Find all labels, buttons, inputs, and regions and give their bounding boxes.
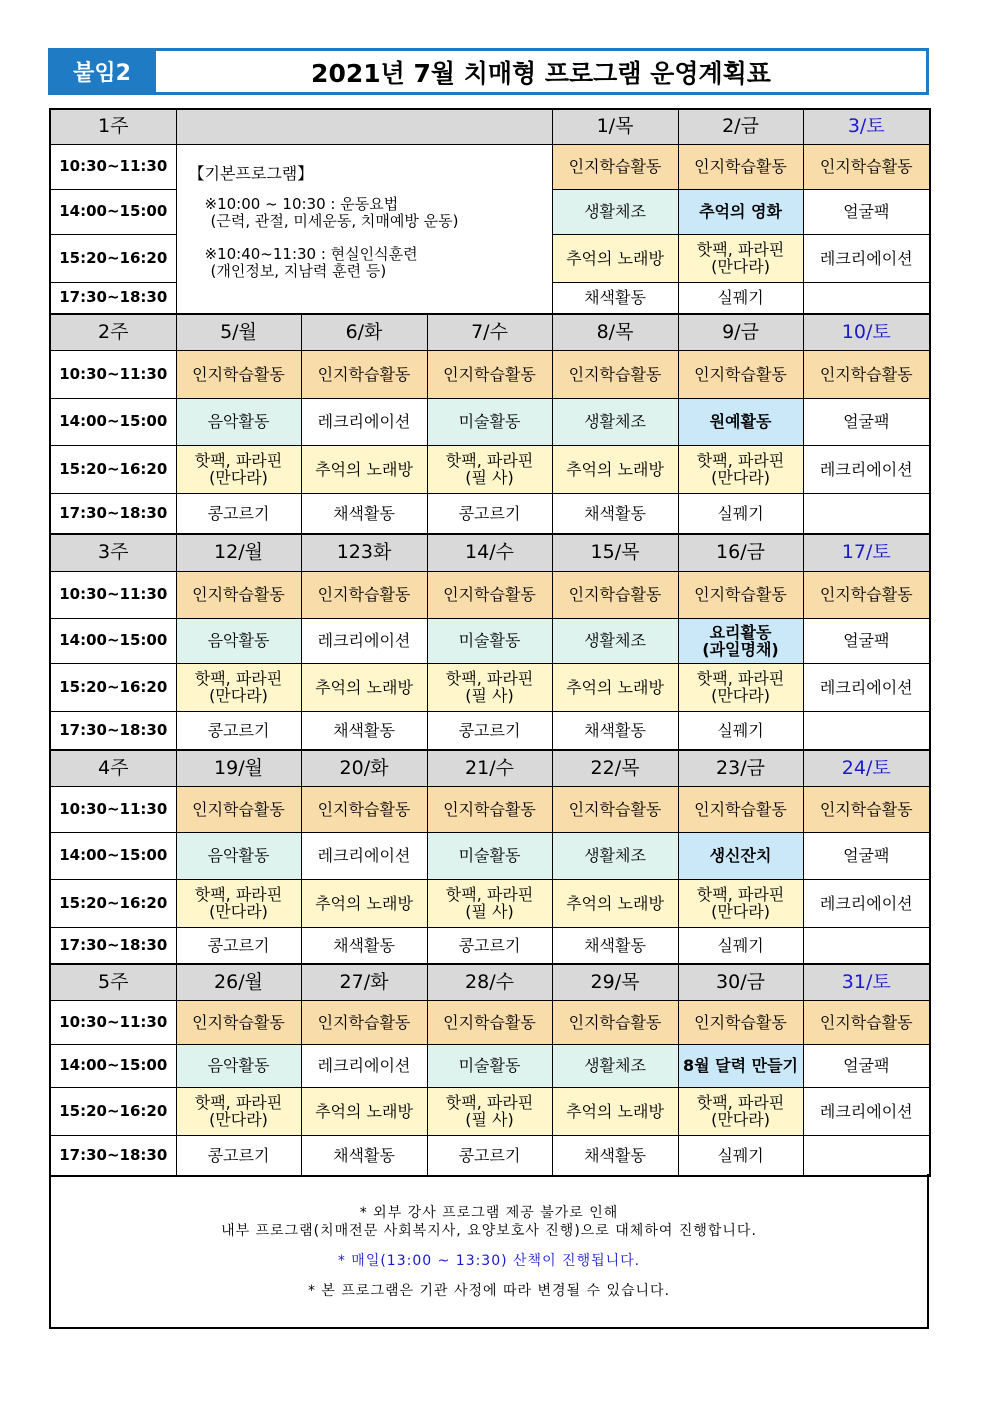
activity-cell: 콩고르기 xyxy=(176,927,301,964)
activity-cell: 핫팩, 파라핀 (만다라) xyxy=(678,663,803,711)
activity-cell: 얼굴팩 xyxy=(803,189,930,234)
activity-cell: 레크리에이션 xyxy=(301,1044,427,1087)
activity-cell: 인지학습활동 xyxy=(301,1000,427,1044)
week-label: 3주 xyxy=(50,534,176,571)
time-slot: 15:20~16:20 xyxy=(50,879,176,927)
activity-cell: 생활체조 xyxy=(552,832,678,879)
schedule-row xyxy=(50,1135,930,1176)
activity-cell: 음악활동 xyxy=(176,1044,301,1087)
activity-cell: 핫팩, 파라핀 (만다라) xyxy=(176,1087,301,1135)
activity-cell: 콩고르기 xyxy=(427,927,552,964)
activity-cell: 핫팩, 파라핀 (필 사) xyxy=(427,445,552,493)
activity-cell: 레크리에이션 xyxy=(803,445,930,493)
time-slot: 17:30~18:30 xyxy=(50,282,176,314)
day-header: 6/화 xyxy=(301,314,427,350)
basic-program-line1-sub: (근력, 관절, 미세운동, 치매예방 운동) xyxy=(210,211,459,230)
week-header-row xyxy=(50,964,930,1000)
time-slot: 14:00~15:00 xyxy=(50,398,176,445)
time-slot: 14:00~15:00 xyxy=(50,618,176,663)
activity-cell: 핫팩, 파라핀 (필 사) xyxy=(427,1087,552,1135)
activity-cell xyxy=(803,282,930,314)
activity-cell: 추억의 노래방 xyxy=(552,234,678,282)
time-slot: 17:30~18:30 xyxy=(50,927,176,964)
basic-program-line2-sub: (개인정보, 지남력 훈련 등) xyxy=(210,261,387,280)
activity-cell: 추억의 노래방 xyxy=(552,663,678,711)
day-header: 24/토 xyxy=(803,750,930,786)
activity-cell: 인지학습활동 xyxy=(552,1000,678,1044)
activity-cell: 핫팩, 파라핀 (만다라) xyxy=(678,1087,803,1135)
activity-cell: 레크리에이션 xyxy=(301,832,427,879)
basic-program-line1: ※10:00 ~ 10:30 : 운동요법 xyxy=(204,194,399,213)
activity-cell: 콩고르기 xyxy=(176,493,301,534)
activity-cell: 인지학습활동 xyxy=(803,350,930,398)
activity-cell: 인지학습활동 xyxy=(803,144,930,189)
activity-cell: 인지학습활동 xyxy=(301,350,427,398)
day-header: 7/수 xyxy=(427,314,552,350)
day-header: 22/목 xyxy=(552,750,678,786)
activity-cell: 얼굴팩 xyxy=(803,1044,930,1087)
note-walk: * 매일(13:00 ~ 13:30) 산책이 진행됩니다. xyxy=(337,1253,641,1269)
time-slot: 10:30~11:30 xyxy=(50,786,176,832)
day-header: 23/금 xyxy=(678,750,803,786)
activity-cell: 채색활동 xyxy=(301,711,427,750)
day-header: 3/토 xyxy=(803,109,930,144)
activity-cell: 핫팩, 파라핀 (만다라) xyxy=(678,445,803,493)
schedule-row xyxy=(50,144,930,189)
schedule-table xyxy=(49,108,931,1177)
activity-cell: 추억의 영화 xyxy=(678,189,803,234)
time-slot: 10:30~11:30 xyxy=(50,1000,176,1044)
activity-cell: 추억의 노래방 xyxy=(552,1087,678,1135)
schedule-row xyxy=(50,398,930,445)
schedule-row xyxy=(50,1000,930,1044)
schedule-row xyxy=(50,832,930,879)
day-header: 14/수 xyxy=(427,534,552,571)
activity-cell: 인지학습활동 xyxy=(301,786,427,832)
note-internal: 내부 프로그램(치매전문 사회복지사, 요양보호사 진행)으로 대체하여 진행합니다. xyxy=(221,1223,757,1239)
activity-cell: 음악활동 xyxy=(176,832,301,879)
day-header: 123화 xyxy=(301,534,427,571)
basic-program-title: 【기본프로그램】 xyxy=(188,163,314,183)
activity-cell: 실꿰기 xyxy=(678,493,803,534)
activity-cell xyxy=(803,1135,930,1176)
activity-cell: 생활체조 xyxy=(552,618,678,663)
activity-cell: 인지학습활동 xyxy=(427,571,552,618)
schedule-row xyxy=(50,571,930,618)
schedule-row xyxy=(50,1044,930,1087)
day-header: 12/월 xyxy=(176,534,301,571)
day-header: 20/화 xyxy=(301,750,427,786)
time-slot: 10:30~11:30 xyxy=(50,350,176,398)
week-header-row xyxy=(50,109,930,144)
activity-cell: 추억의 노래방 xyxy=(301,879,427,927)
activity-cell: 채색활동 xyxy=(552,282,678,314)
note-change: * 본 프로그램은 기관 사정에 따라 변경될 수 있습니다. xyxy=(307,1283,671,1299)
activity-cell: 채색활동 xyxy=(552,493,678,534)
schedule-row xyxy=(50,445,930,493)
time-slot: 15:20~16:20 xyxy=(50,234,176,282)
week-label: 4주 xyxy=(50,750,176,786)
time-slot: 14:00~15:00 xyxy=(50,832,176,879)
activity-cell: 인지학습활동 xyxy=(803,1000,930,1044)
activity-cell: 얼굴팩 xyxy=(803,832,930,879)
time-slot: 15:20~16:20 xyxy=(50,663,176,711)
time-slot: 10:30~11:30 xyxy=(50,571,176,618)
activity-cell xyxy=(803,711,930,750)
title-banner xyxy=(48,48,929,95)
day-header: 15/목 xyxy=(552,534,678,571)
activity-cell: 인지학습활동 xyxy=(678,350,803,398)
activity-cell: 인지학습활동 xyxy=(803,786,930,832)
time-slot: 17:30~18:30 xyxy=(50,711,176,750)
activity-cell: 미술활동 xyxy=(427,618,552,663)
activity-cell: 8월 달력 만들기 xyxy=(678,1044,803,1087)
activity-cell: 인지학습활동 xyxy=(678,144,803,189)
activity-cell: 레크리에이션 xyxy=(803,663,930,711)
week-header-row xyxy=(50,534,930,571)
activity-cell xyxy=(803,927,930,964)
activity-cell: 원예활동 xyxy=(678,398,803,445)
activity-cell: 채색활동 xyxy=(552,927,678,964)
activity-cell: 음악활동 xyxy=(176,618,301,663)
activity-cell: 콩고르기 xyxy=(176,1135,301,1176)
activity-cell: 실꿰기 xyxy=(678,282,803,314)
day-header: 27/화 xyxy=(301,964,427,1000)
day-header: 9/금 xyxy=(678,314,803,350)
activity-cell: 핫팩, 파라핀 (만다라) xyxy=(678,879,803,927)
week-header-row xyxy=(50,314,930,350)
activity-cell: 인지학습활동 xyxy=(427,350,552,398)
activity-cell: 채색활동 xyxy=(301,493,427,534)
note-external: * 외부 강사 프로그램 제공 불가로 인해 xyxy=(359,1205,619,1221)
activity-cell: 인지학습활동 xyxy=(176,1000,301,1044)
activity-cell: 인지학습활동 xyxy=(427,786,552,832)
week-label: 5주 xyxy=(50,964,176,1000)
attachment-badge: 붙임2 xyxy=(51,51,153,92)
day-header: 28/수 xyxy=(427,964,552,1000)
schedule-row xyxy=(50,879,930,927)
activity-cell: 레크리에이션 xyxy=(803,234,930,282)
day-header: 31/토 xyxy=(803,964,930,1000)
week-header-row xyxy=(50,750,930,786)
activity-cell: 인지학습활동 xyxy=(301,571,427,618)
activity-cell: 인지학습활동 xyxy=(176,571,301,618)
day-header: 29/목 xyxy=(552,964,678,1000)
page-title: 2021년 7월 치매형 프로그램 운영계획표 xyxy=(153,51,926,92)
activity-cell: 추억의 노래방 xyxy=(552,879,678,927)
activity-cell: 콩고르기 xyxy=(427,1135,552,1176)
activity-cell: 얼굴팩 xyxy=(803,618,930,663)
activity-cell: 음악활동 xyxy=(176,398,301,445)
time-slot: 17:30~18:30 xyxy=(50,493,176,534)
schedule-row xyxy=(50,618,930,663)
activity-cell: 레크리에이션 xyxy=(803,879,930,927)
activity-cell: 추억의 노래방 xyxy=(552,445,678,493)
time-slot: 17:30~18:30 xyxy=(50,1135,176,1176)
time-slot: 14:00~15:00 xyxy=(50,1044,176,1087)
activity-cell: 인지학습활동 xyxy=(678,571,803,618)
week-label: 1주 xyxy=(50,109,176,144)
blank-header xyxy=(176,109,552,144)
day-header: 17/토 xyxy=(803,534,930,571)
activity-cell: 핫팩, 파라핀 (만다라) xyxy=(176,879,301,927)
activity-cell: 인지학습활동 xyxy=(552,350,678,398)
activity-cell: 인지학습활동 xyxy=(678,786,803,832)
activity-cell: 레크리에이션 xyxy=(301,618,427,663)
time-slot: 14:00~15:00 xyxy=(50,189,176,234)
activity-cell xyxy=(803,493,930,534)
schedule-row xyxy=(50,493,930,534)
schedule-row xyxy=(50,663,930,711)
day-header: 26/월 xyxy=(176,964,301,1000)
activity-cell: 실꿰기 xyxy=(678,711,803,750)
activity-cell: 콩고르기 xyxy=(427,711,552,750)
activity-cell: 인지학습활동 xyxy=(552,786,678,832)
activity-cell: 실꿰기 xyxy=(678,927,803,964)
activity-cell: 핫팩, 파라핀 (만다라) xyxy=(176,445,301,493)
activity-cell: 채색활동 xyxy=(552,711,678,750)
activity-cell: 추억의 노래방 xyxy=(301,445,427,493)
day-header: 1/목 xyxy=(552,109,678,144)
day-header: 10/토 xyxy=(803,314,930,350)
schedule-row xyxy=(50,927,930,964)
schedule-row xyxy=(50,1087,930,1135)
activity-cell: 생활체조 xyxy=(552,398,678,445)
activity-cell: 핫팩, 파라핀 (필 사) xyxy=(427,879,552,927)
activity-cell: 미술활동 xyxy=(427,398,552,445)
activity-cell: 생활체조 xyxy=(552,1044,678,1087)
activity-cell: 추억의 노래방 xyxy=(301,663,427,711)
activity-cell: 추억의 노래방 xyxy=(301,1087,427,1135)
activity-cell: 레크리에이션 xyxy=(803,1087,930,1135)
day-header: 8/목 xyxy=(552,314,678,350)
schedule-row xyxy=(50,786,930,832)
activity-cell: 채색활동 xyxy=(552,1135,678,1176)
activity-cell: 레크리에이션 xyxy=(301,398,427,445)
day-header: 16/금 xyxy=(678,534,803,571)
basic-program-line2: ※10:40~11:30 : 현실인식훈련 xyxy=(204,244,418,263)
activity-cell: 인지학습활동 xyxy=(552,144,678,189)
activity-cell: 얼굴팩 xyxy=(803,398,930,445)
activity-cell: 채색활동 xyxy=(301,927,427,964)
activity-cell: 실꿰기 xyxy=(678,1135,803,1176)
time-slot: 10:30~11:30 xyxy=(50,144,176,189)
activity-cell: 인지학습활동 xyxy=(803,571,930,618)
activity-cell: 채색활동 xyxy=(301,1135,427,1176)
schedule-row xyxy=(50,711,930,750)
day-header: 30/금 xyxy=(678,964,803,1000)
activity-cell: 미술활동 xyxy=(427,1044,552,1087)
activity-cell: 콩고르기 xyxy=(427,493,552,534)
activity-cell: 요리활동 (과일명채) xyxy=(678,618,803,663)
basic-program-box xyxy=(176,144,552,314)
schedule-row xyxy=(50,350,930,398)
activity-cell: 콩고르기 xyxy=(176,711,301,750)
activity-cell: 인지학습활동 xyxy=(176,350,301,398)
activity-cell: 핫팩, 파라핀 (필 사) xyxy=(427,663,552,711)
activity-cell: 미술활동 xyxy=(427,832,552,879)
activity-cell: 인지학습활동 xyxy=(427,1000,552,1044)
week-label: 2주 xyxy=(50,314,176,350)
activity-cell: 핫팩, 파라핀 (만다라) xyxy=(678,234,803,282)
activity-cell: 인지학습활동 xyxy=(678,1000,803,1044)
day-header: 19/월 xyxy=(176,750,301,786)
day-header: 5/월 xyxy=(176,314,301,350)
activity-cell: 인지학습활동 xyxy=(176,786,301,832)
day-header: 2/금 xyxy=(678,109,803,144)
time-slot: 15:20~16:20 xyxy=(50,445,176,493)
day-header: 21/수 xyxy=(427,750,552,786)
activity-cell: 인지학습활동 xyxy=(552,571,678,618)
activity-cell: 생신잔치 xyxy=(678,832,803,879)
activity-cell: 생활체조 xyxy=(552,189,678,234)
notes-box xyxy=(49,1174,929,1329)
time-slot: 15:20~16:20 xyxy=(50,1087,176,1135)
activity-cell: 핫팩, 파라핀 (만다라) xyxy=(176,663,301,711)
